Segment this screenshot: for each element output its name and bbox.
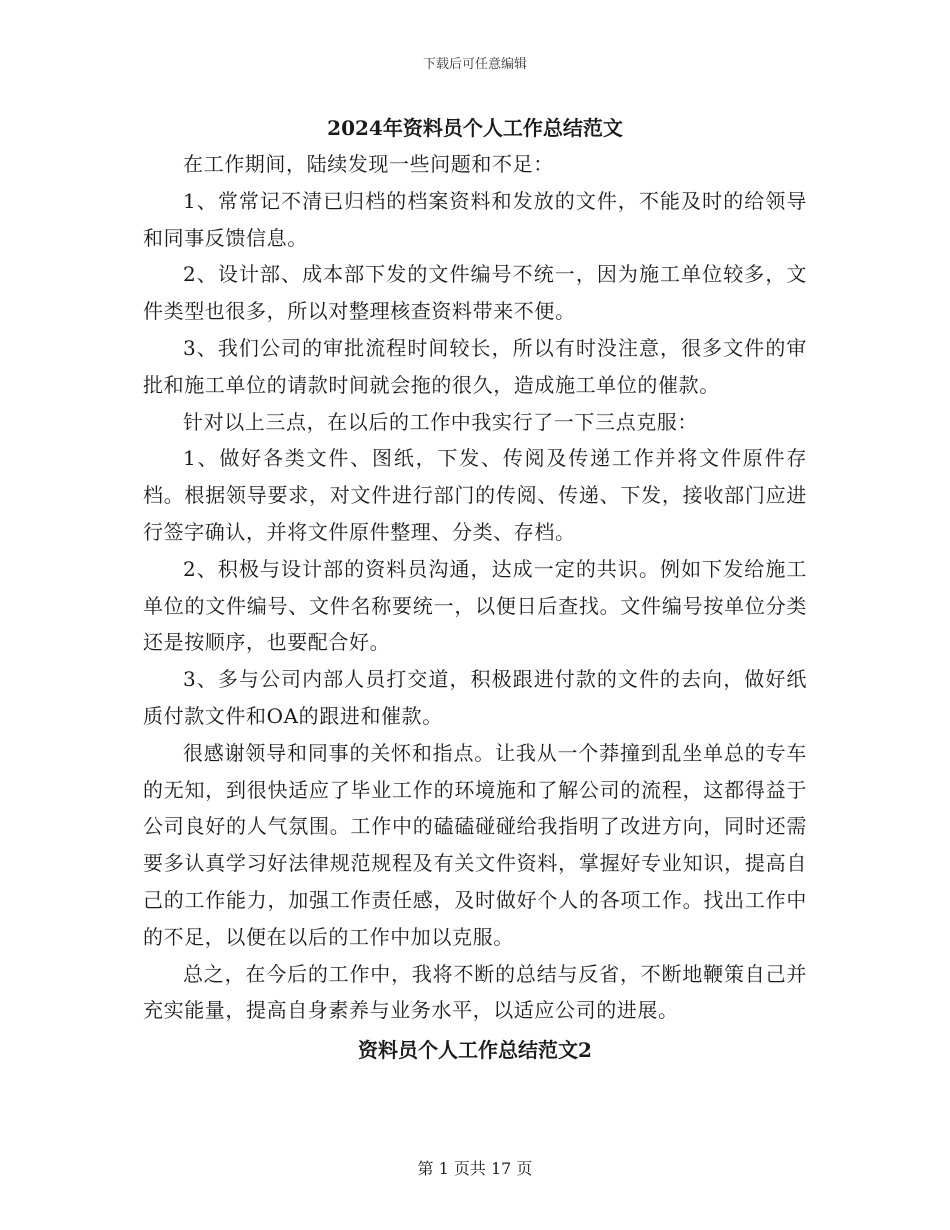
document-body [143,112,807,1069]
paragraph: 3、我们公司的审批流程时间较长，所以有时没注意，很多文件的审批和施工单位的请款时间就会拖的很久，造成施工单位的催款。 [143,335,807,397]
paragraph: 针对以上三点，在以后的工作中我实行了一下三点克服： [183,409,698,434]
paragraph: 1、做好各类文件、图纸，下发、传阅及传递工作并将文件原件存档。根据领导要求，对文件进行部门的传阅、传递、下发，接收部门应进行签字确认，并将文件原件整理、分类、存档。 [143,446,807,544]
section-subtitle: 资料员个人工作总结范文2 [358,1038,592,1063]
paragraph: 2、设计部、成本部下发的文件编号不统一，因为施工单位较多，文件类型也很多，所以对整理核查资料带来不便。 [143,262,807,324]
page-header-note: 下载后可任意编辑 [422,57,527,72]
paragraph: 2、积极与设计部的资料员沟通，达成一定的共识。例如下发给施工单位的文件编号、文件名称要统一，以便日后查找。文件编号按单位分类还是按顺序，也要配合好。 [143,556,807,655]
paragraph: 3、多与公司内部人员打交道，积极跟进付款的文件的去向，做好纸质付款文件和OA的跟进和催款。 [143,667,807,728]
paragraph: 很感谢领导和同事的关怀和指点。让我从一个莽撞到乱坐单总的专车的无知，到很快适应了毕业工作的环境施和了解公司的流程，这都得益于公司良好的人气氛围。工作中的磕磕碰碰给我指明了改进方向，同时还需要多认真学习好法律规范规程及有关文件资料，掌握好专业知识，提高自己的工作能力，加强工作责任感，及时做好个人的各项工作。找出工作中的不足，以便在以后的工作中加以克服。 [143,740,807,949]
paragraph: 1、常常记不清已归档的档案资料和发放的文件，不能及时的给领导和同事反馈信息。 [143,188,807,250]
document-title: 2024年资料员个人工作总结范文 [327,116,623,140]
paragraph: 在工作期间，陆续发现一些问题和不足： [183,152,554,176]
page-number: 第 1 页共 17 页 [417,1159,533,1178]
paragraph: 总之，在今后的工作中，我将不断的总结与反省，不断地鞭策自己并充实能量，提高自身素养与业务水平，以适应公司的进展。 [143,961,807,1023]
